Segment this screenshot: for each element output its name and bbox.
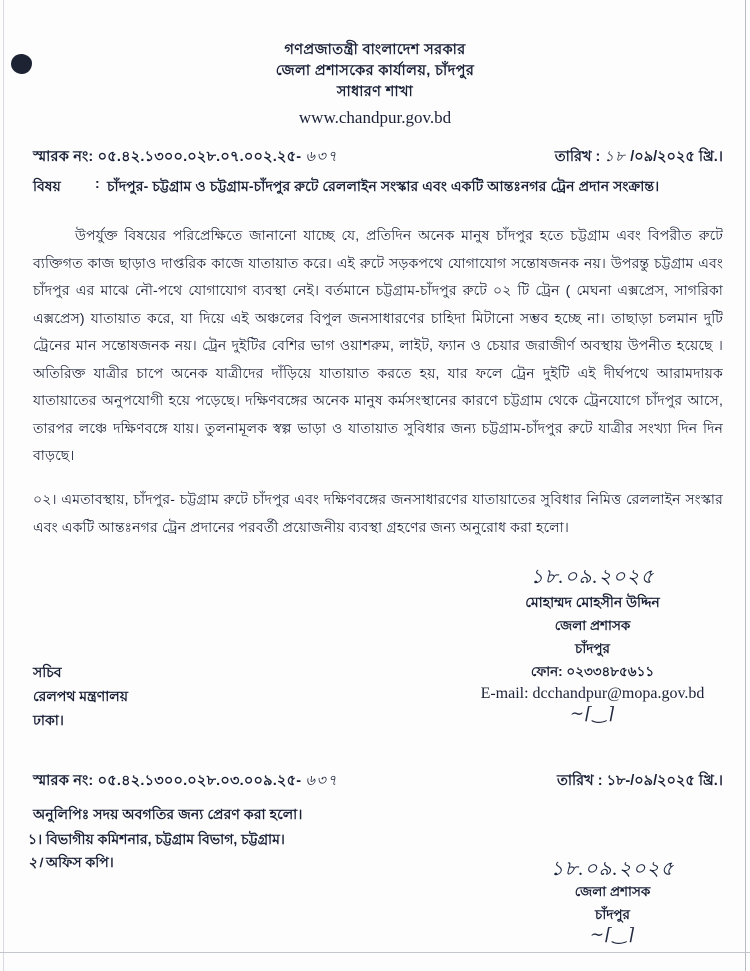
signatory-role-lower: জেলা প্রশাসক	[574, 884, 651, 899]
top-date-label: তারিখ :	[554, 149, 601, 165]
top-memo-handwritten-suffix: ৬৩৭	[305, 149, 339, 165]
top-memo-value: ০৫.৪২.১৩০০.০২৮.০৭.০০২.২৫-	[97, 149, 302, 165]
top-date-handwritten-day: ১৮	[604, 149, 627, 165]
signature-handwritten-date-upper: ১৮.০৯.২০২৫	[530, 566, 655, 588]
body-paragraph-2: ০২। এমতাবস্থায়, চাঁদপুর- চট্টগ্রাম রুটে চাঁদপুর এবং দক্ষিণবঙ্গের জনসাধারণের যাতায়াতের সুবিধার নিমিত্ত রেললাইন সংস্কার এবং একটি আন্তঃনগর ট্রেন প্রদানের পরবর্তী প্রয়োজনীয় ব্যবস্থা গ্রহণের জন্য অনুরোধ করা হলো।	[33, 491, 723, 535]
subject-label: বিষয়	[33, 178, 61, 194]
copy-item-number: ২।	[28, 856, 43, 871]
signatory-role: জেলা প্রশাসক	[554, 618, 631, 633]
signatory-place: চাঁদপুর	[575, 641, 610, 656]
signature-block-upper	[455, 566, 730, 723]
signature-block-lower	[495, 858, 730, 944]
bottom-memo-handwritten-suffix: ৬৩৭	[305, 773, 339, 789]
top-memo-number	[33, 146, 338, 170]
addressee-block	[33, 660, 128, 732]
top-memo-label: স্মারক নং:	[33, 149, 94, 165]
top-memo-date	[555, 146, 723, 170]
bottom-memo-number	[33, 770, 338, 794]
bottom-memo-label: স্মারক নং:	[33, 773, 94, 789]
addressee-line-2: রেলপথ মন্ত্রণালয়	[33, 688, 128, 704]
bottom-date-value: ১৮-/০৯/২০২৫ খ্রি.।	[606, 773, 723, 789]
list-item	[28, 828, 285, 851]
addressee-line-1: সচিব	[33, 664, 62, 680]
scan-edge-left	[3, 0, 4, 971]
subject-text: চাঁদপুর- চট্টগ্রাম ও চট্টগ্রাম-চাঁদপুর রুটে রেললাইন সংস্কার এবং একটি আন্তঃনগর ট্রেন প্রদান সংক্রান্ত।	[107, 178, 660, 194]
signatory-name: মোহাম্মদ মোহসীন উদ্দিন	[525, 594, 660, 610]
addressee-line-3: ঢাকা।	[33, 712, 64, 728]
scan-edge-right	[745, 0, 746, 971]
branch-name: সাধারণ শাখা	[336, 84, 414, 100]
office-website[interactable]: www.chandpur.gov.bd	[298, 108, 452, 127]
office-name: জেলা প্রশাসকের কার্যালয়, চাঁদপুর	[275, 63, 475, 79]
signatory-place-lower: চাঁদপুর	[595, 907, 630, 922]
copy-item-text: বিভাগীয় কমিশনার, চট্টগ্রাম বিভাগ, চট্টগ্রাম।	[45, 831, 285, 847]
bottom-date-label: তারিখ :	[556, 773, 607, 789]
signature-mark-lower: ∼⌈‿⌉	[589, 925, 636, 944]
letterhead	[0, 40, 750, 130]
scan-edge-bottom	[0, 952, 750, 953]
top-memo-row	[33, 146, 723, 170]
signatory-phone: ফোন: ০২৩৩৪৮৫৬১১	[530, 664, 655, 679]
signature-mark-upper: ∼⌈‿⌉	[569, 704, 616, 723]
copy-item-number: ১।	[28, 831, 43, 847]
top-date-rest: /০৯/২০২৫ খ্রি.।	[630, 149, 723, 165]
signature-handwritten-date-lower: ১৮.০৯.২০২৫	[550, 858, 675, 880]
government-name: গণপ্রজাতন্ত্রী বাংলাদেশ সরকার	[284, 42, 466, 58]
copy-list	[28, 828, 285, 875]
list-item	[28, 851, 285, 875]
subject-line	[33, 175, 733, 199]
body-paragraph-1: উপর্যুক্ত বিষয়ের পরিপ্রেক্ষিতে জানানো যাচ্ছে যে, প্রতিদিন অনেক মানুষ চাঁদপুর হতে চট্টগ্রাম এবং বিপরীত রুটে ব্যক্তিগত কাজ ছাড়াও দাপ্তরিক কাজে যাতায়াত করে। এই রুটে সড়কপথে যোগাযোগ সন্তোষজনক নয়। উপরন্তু চট্টগ্রাম এবং চাঁদপুর এর মাঝে নৌ-পথে যোগাযোগ ব্যবস্থা নেই। বর্তমানে চট্টগ্রাম-চাঁদপুর রুটে ০২ টি ট্রেন ( মেঘনা এক্সপ্রেস, সাগরিকা এক্সপ্রেস) যাতায়াত করে, যা দিয়ে এই অঞ্চলের বিপুল জনসাধারণের চাহিদা মিটানো সম্ভব হচ্ছে না। তাছাড়া চলমান দুটি ট্রেনের মান সন্তোষজনক নয়। ট্রেন দুইটির বেশির ভাগ ওয়াশরুম, লাইট, ফ্যান ও চেয়ার জরাজীর্ণ অবস্থায় উপনীত হয়েছে । অতিরিক্ত যাত্রীর চাপে অনেক যাত্রীদের দাঁড়িয়ে যাতায়াত করতে হয়, যার ফলে ট্রেন দুইটি এই দীর্ঘপথে আরামদায়ক যাতায়াতের অনুপযোগী হয়ে পড়েছে। দক্ষিণবঙ্গের অনেক মানুষ কর্মসংস্থানের কারণে চট্টগ্রাম থেকে ট্রেনযোগে চাঁদপুর আসে, তারপর লঞ্চে দক্ষিণবঙ্গে যায়। তুলনামূলক স্বল্প ভাড়া ও যাতায়াত সুবিধার জন্য চট্টগ্রাম-চাঁদপুর রুটে যাত্রীর সংখ্যা দিন দিন বাড়ছে।	[33, 227, 723, 463]
copy-note: অনুলিপিঃ সদয় অবগতির জন্য প্রেরণ করা হলো।	[33, 806, 303, 822]
bottom-memo-value: ০৫.৪২.১৩০০.০২৮.০৩.০০৯.২৫-	[97, 773, 302, 789]
bottom-memo-date	[557, 770, 723, 794]
signatory-email[interactable]: E-mail: dcchandpur@mopa.gov.bd	[480, 685, 705, 702]
bottom-memo-row	[33, 770, 723, 794]
subject-colon: :	[95, 175, 100, 191]
copy-item-text: অফিস কপি।	[46, 854, 114, 870]
